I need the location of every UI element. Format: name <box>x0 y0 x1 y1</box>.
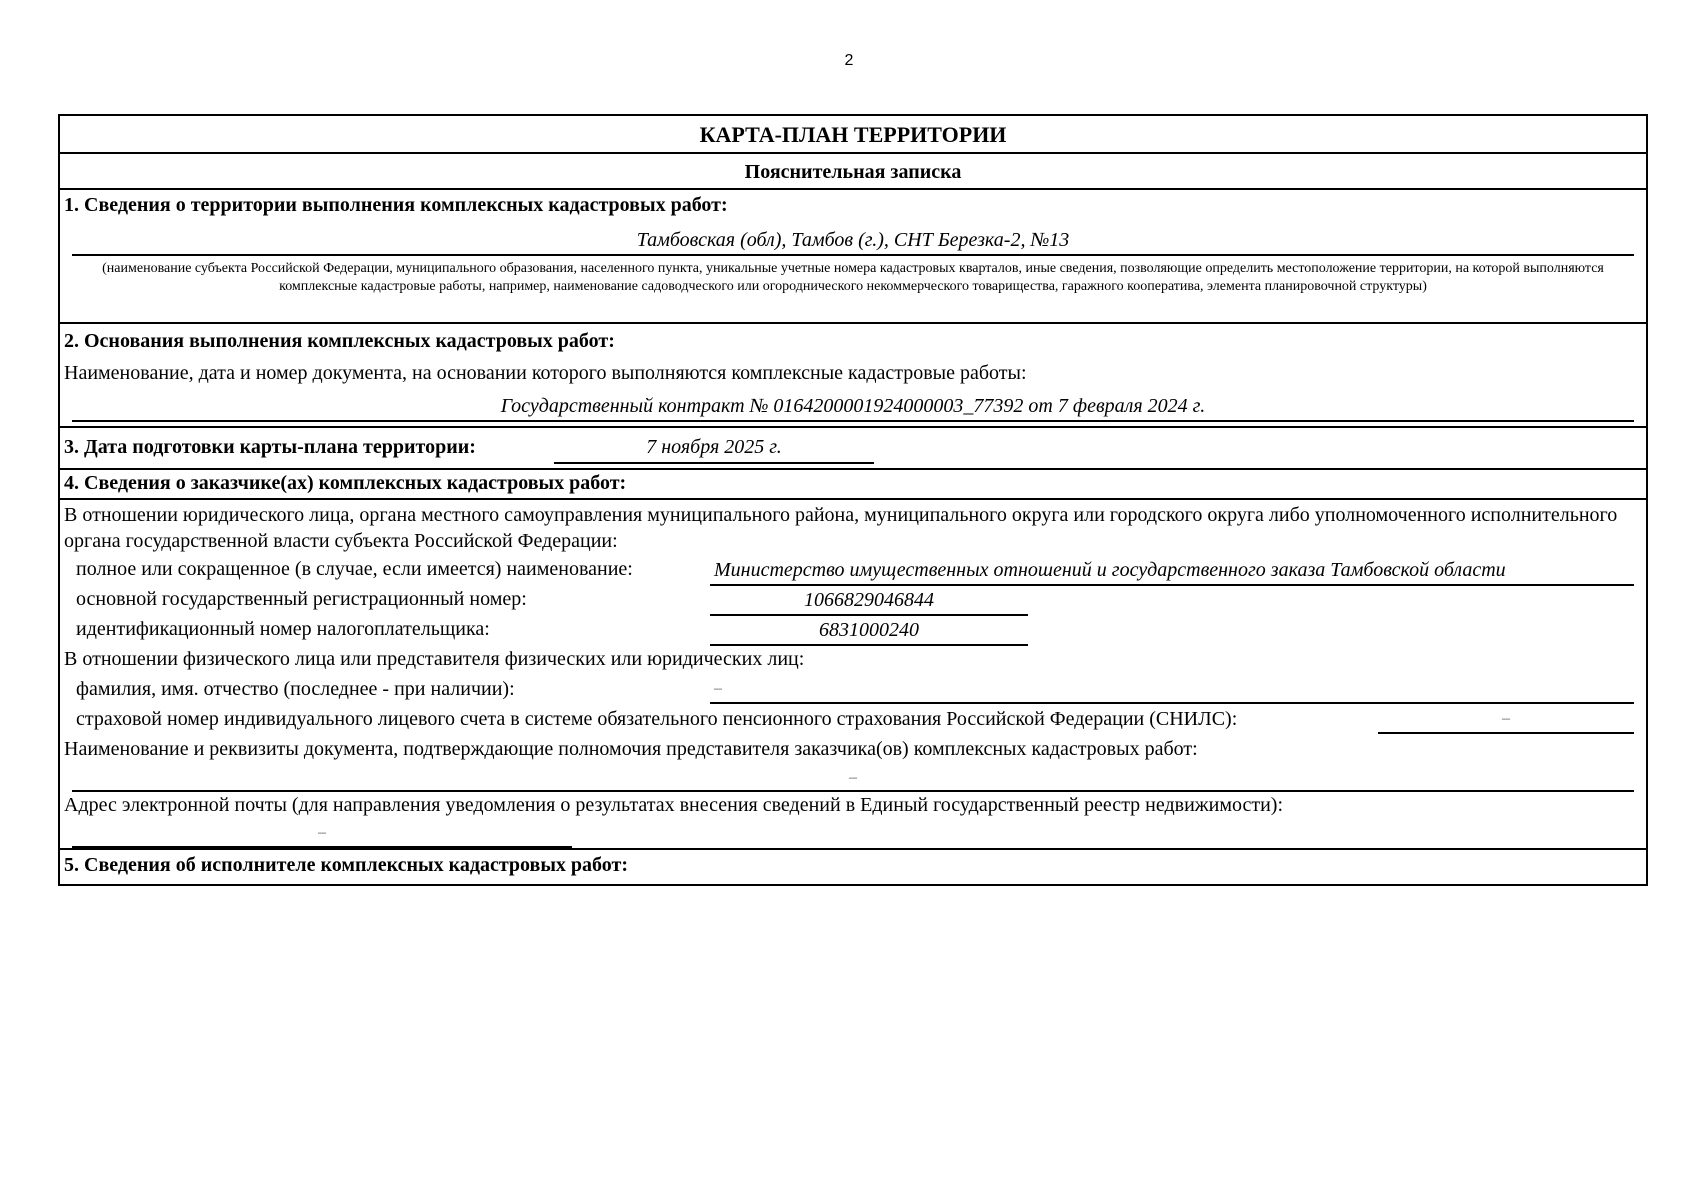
territory-value: Тамбовская (обл), Тамбов (г.), СНТ Березка-2, №13 <box>72 226 1634 256</box>
page-number: 2 <box>844 52 854 69</box>
form-subtitle: Пояснительная записка <box>60 154 1646 190</box>
snils-label: страховой номер индивидуального лицевого счета в системе обязательного пенсионного страхования Российской Федерации (СНИЛС): <box>76 708 1238 730</box>
ogrn-label: основной государственный регистрационный номер: <box>76 588 527 610</box>
section-1-heading: 1. Сведения о территории выполнения комплексных кадастровых работ: <box>64 194 728 216</box>
section-2 <box>60 324 1646 428</box>
territory-note: (наименование субъекта Российской Федерации, муниципального образования, населенного пункта, уникальные учетные номера кадастровых кварталов, иные сведения, позволяющие определить местоположение территории, на которой выполняются комплексные кадастровые работы, например, наименование садоводческого или огороднического некоммерческого товарищества, гаражного кооператива, элемента планировочной структуры) <box>102 261 1604 294</box>
individual-intro: В отношении физического лица или представителя физических или юридических лиц: <box>64 648 805 670</box>
email-label: Адрес электронной почты (для направления уведомления о результатах внесения сведений в Единый государственный реестр недвижимости): <box>64 794 1284 816</box>
section-3 <box>60 428 1646 470</box>
section-5-heading: 5. Сведения об исполнителе комплексных кадастровых работ: <box>64 854 629 876</box>
fio-label: фамилия, имя. отчество (последнее - при наличии): <box>76 678 515 700</box>
form-table <box>58 114 1648 886</box>
prep-date-value: 7 ноября 2025 г. <box>554 432 874 464</box>
section-4-header <box>60 470 1646 500</box>
basis-label: Наименование, дата и номер документа, на основании которого выполняются комплексные кадастровые работы: <box>64 362 1027 384</box>
section-2-heading: 2. Основания выполнения комплексных кадастровых работ: <box>64 330 615 352</box>
email-value: – <box>72 818 572 848</box>
section-1 <box>60 190 1646 324</box>
basis-value: Государственный контракт № 0164200001924000003_77392 от 7 февраля 2024 г. <box>72 392 1634 422</box>
rep-doc-label: Наименование и реквизиты документа, подтверждающие полномочия представителя заказчика(ов) комплексных кадастровых работ: <box>64 738 1198 760</box>
rep-doc-value: – <box>72 762 1634 792</box>
customer-name-value: Министерство имущественных отношений и государственного заказа Тамбовской области <box>710 556 1634 586</box>
form-title: КАРТА-ПЛАН ТЕРРИТОРИИ <box>60 116 1646 154</box>
customer-name-label: полное или сокращенное (в случае, если имеется) наименование: <box>76 558 633 580</box>
fio-value: – <box>710 674 1634 704</box>
section-5 <box>60 850 1646 884</box>
legal-entity-intro: В отношении юридического лица, органа местного самоуправления муниципального района, муниципального округа или городского округа либо уполномоченного исполнительного органа государственной власти субъекта Российской Федерации: <box>64 504 1618 552</box>
snils-value: – <box>1378 704 1634 734</box>
inn-value: 6831000240 <box>710 616 1028 646</box>
inn-label: идентификационный номер налогоплательщика: <box>76 618 490 640</box>
ogrn-value: 1066829046844 <box>710 586 1028 616</box>
section-4-body <box>60 500 1646 850</box>
section-4-heading: 4. Сведения о заказчике(ах) комплексных кадастровых работ: <box>64 472 627 494</box>
section-3-heading: 3. Дата подготовки карты-плана территории: <box>64 436 476 458</box>
